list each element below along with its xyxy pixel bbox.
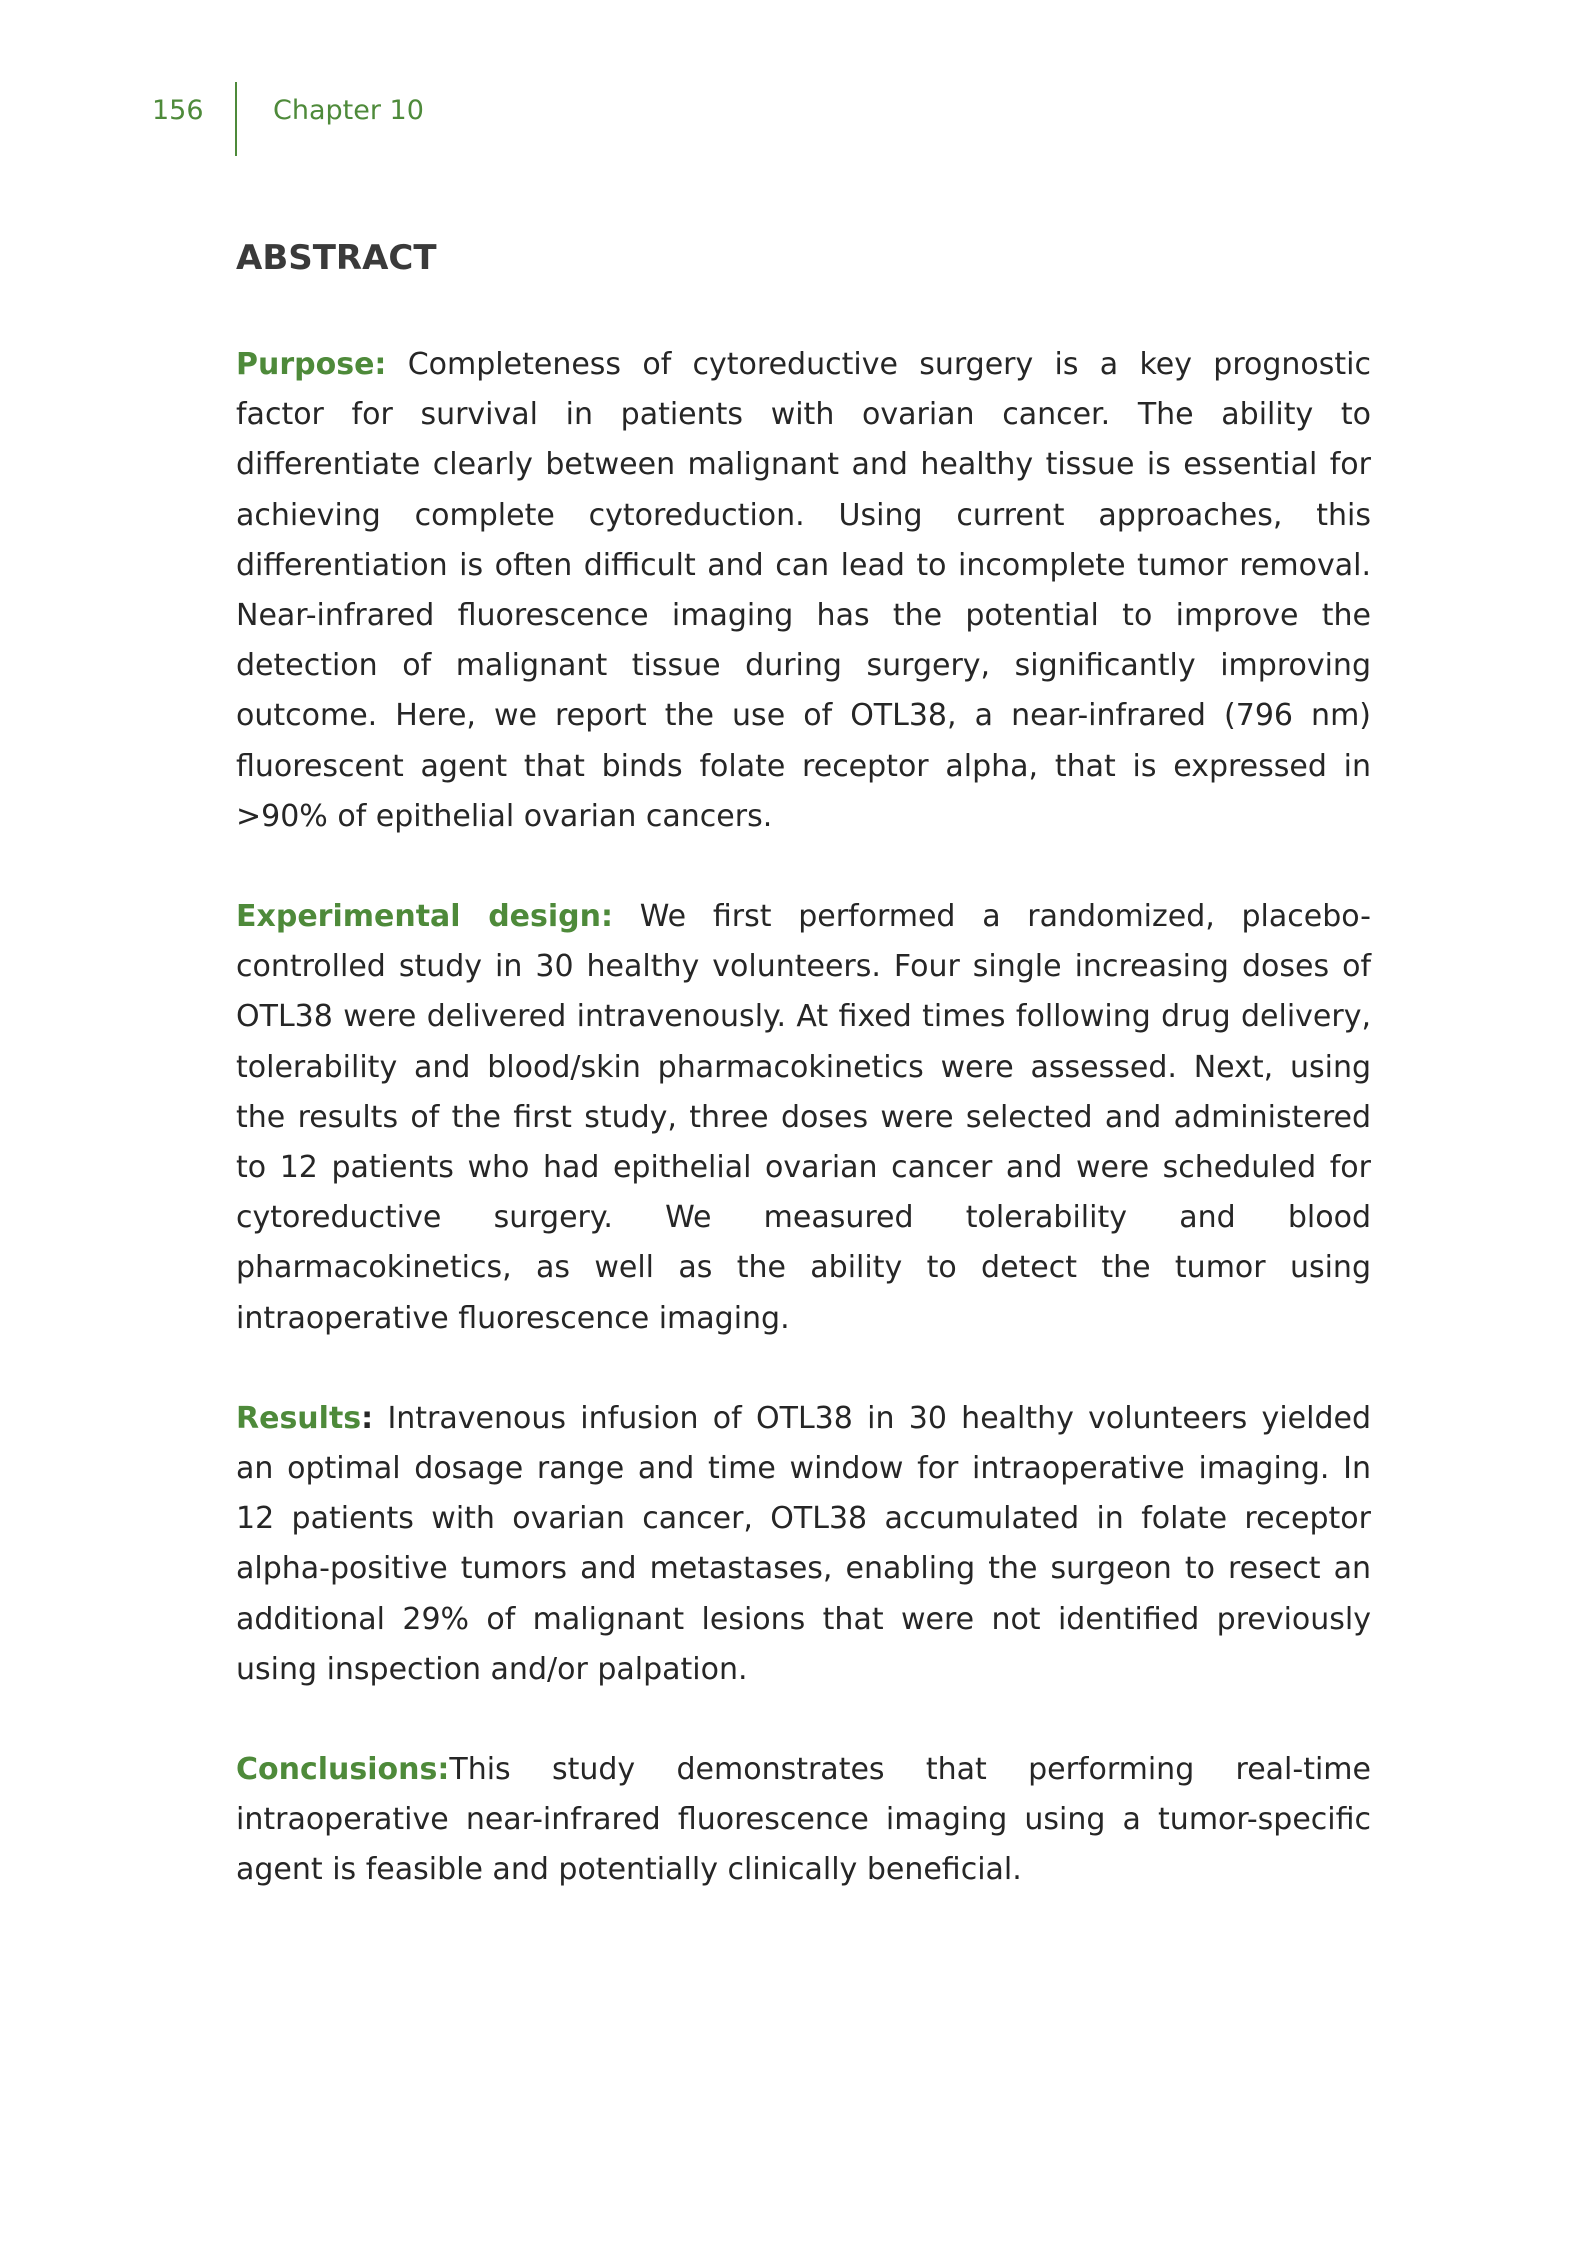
abstract-section-purpose	[236, 340, 1371, 842]
header-divider	[235, 82, 237, 156]
section-label-results: Results	[236, 1400, 362, 1436]
section-text-conclusions: This study demonstrates that performing real-time intraoperative near-infrared fluorescence imaging using a tumor-specific agent is feasible and potentially clinically beneficial.	[236, 1752, 1371, 1888]
abstract-content	[236, 230, 1371, 1946]
section-text-results: Intravenous infusion of OTL38 in 30 healthy volunteers yielded an optimal dosage range and time window for intraoperative imaging. In 12 patients with ovarian cancer, OTL38 accumulated in folate receptor alpha-positive tumors and metastases, enabling the surgeon to resect an additional 29% of malignant lesions that were not identified previously using inspection and/or palpation.	[236, 1400, 1371, 1687]
section-text-experimental-design: We first performed a randomized, placebo-controlled study in 30 healthy volunteers. Four single increasing doses of OTL38 were delivered intravenously. At fixed times following drug delivery, tolerability and blood/skin pharmacokinetics were assessed. Next, using the results of the first study, three doses were selected and administered to 12 patients who had epithelial ovarian cancer and were scheduled for cytoreductive surgery. We measured tolerability and blood pharmacokinetics, as well as the ability to detect the tumor using intraoperative fluorescence imaging.	[236, 899, 1372, 1336]
abstract-section-experimental-design	[236, 892, 1371, 1344]
section-text-purpose: Completeness of cytoreductive surgery is a key prognostic factor for survival in patients with ovarian cancer. The ability to differentiate clearly between malignant and healthy tissue is essential for achieving complete cytoreduction. Using current approaches, this differentiation is often difficult and can lead to incomplete tumor removal. Near-infrared fluorescence imaging has the potential to improve the detection of malignant tissue during surgery, significantly improving outcome. Here, we report the use of OTL38, a near-infrared (796 nm) fluorescent agent that binds folate receptor alpha, that is expressed in >90% of epithelial ovarian cancers.	[236, 347, 1371, 834]
section-label-conclusions: Conclusions:	[236, 1752, 450, 1788]
chapter-label: Chapter 10	[273, 95, 424, 126]
section-label-experimental-design: Experimental design:	[236, 899, 614, 935]
abstract-section-conclusions	[236, 1745, 1371, 1896]
abstract-section-results	[236, 1394, 1371, 1695]
running-header	[0, 0, 1593, 160]
section-label-colon: :	[361, 1400, 374, 1436]
section-label-purpose: Purpose:	[236, 347, 387, 382]
abstract-heading: ABSTRACT	[236, 238, 437, 278]
page-number: 156	[152, 95, 204, 126]
